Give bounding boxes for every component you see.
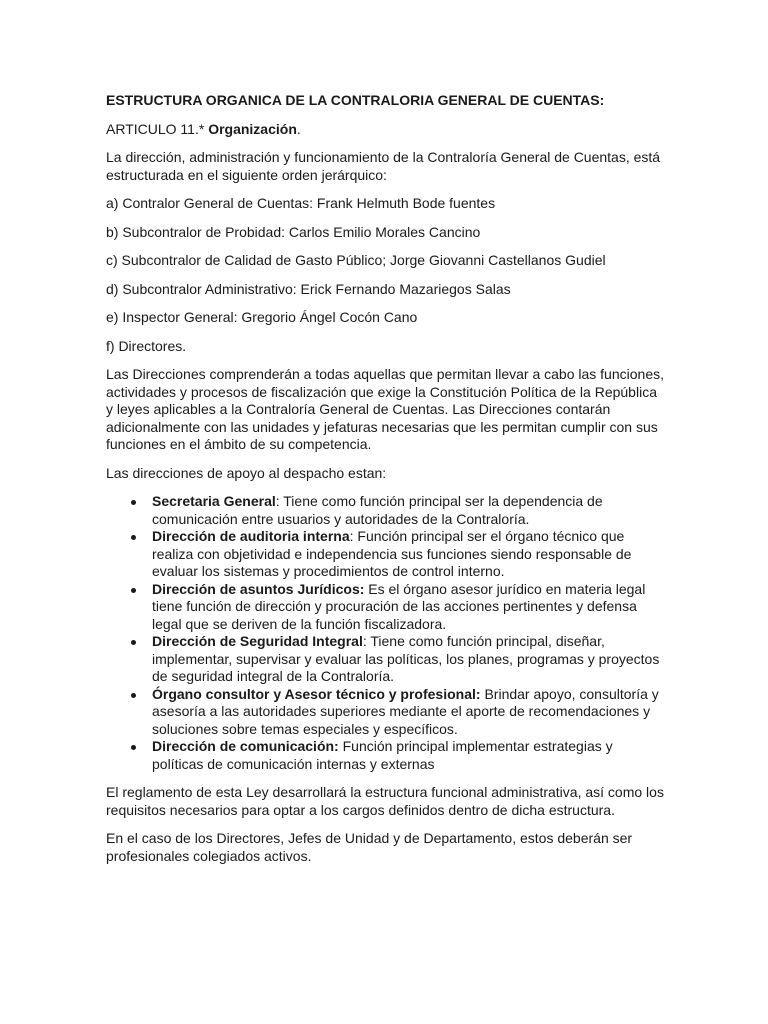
bullet-icon (131, 745, 136, 750)
hierarchy-item-e: e) Inspector General: Gregorio Ángel Cocón Cano (106, 309, 418, 325)
article-line (106, 121, 666, 139)
list-item-term: Dirección de comunicación: (152, 738, 339, 754)
list-item (106, 493, 666, 528)
list-item-term: Secretaria General (152, 493, 276, 509)
list-item-text: : Función principal ser el órgano técnico que realiza con objetividad e independencia sus funciones siendo responsable de evaluar los sistemas y procedimientos de control interno. (152, 528, 632, 579)
hierarchy-item-c: c) Subcontralor de Calidad de Gasto Público; Jorge Giovanni Castellanos Gudiel (106, 252, 606, 268)
hierarchy-item-b: b) Subcontralor de Probidad: Carlos Emilio Morales Cancino (106, 223, 481, 240)
list-item-text: Función principal implementar estrategias y políticas de comunicación internas y externas (152, 738, 613, 772)
document-heading: ESTRUCTURA ORGANICA DE LA CONTRALORIA GENERAL DE CUENTAS: (106, 92, 605, 108)
directors-paragraph: En el caso de los Directores, Jefes de Unidad y de Departamento, estos deberán ser profesionales colegiados activos. (106, 830, 633, 864)
list-item (106, 633, 666, 686)
list-item (106, 528, 666, 581)
bullet-icon (131, 588, 136, 593)
list-item (106, 738, 666, 773)
article-suffix: . (296, 120, 301, 137)
bullet-icon (131, 500, 136, 505)
directions-paragraph: Las Direcciones comprenderán a todas aquellas que permitan llevar a cabo las funciones, actividades y procesos de fiscalización que exige la Constitución Política de la República y leyes aplicables a la Contraloría General de Cuentas. Las Direcciones contarán adicionalmente con las unidades y jefaturas necesarias que les permitan cumplir con sus funciones en el ámbito de su competencia. (106, 366, 664, 452)
article-prefix: ARTICULO 11.* (106, 120, 209, 137)
list-item-text: Es el órgano asesor jurídico en materia legal tiene función de dirección y procuración de las acciones pertinentes y defensa legal que se deriven de la función fiscalizadora. (152, 580, 646, 632)
bullet-icon (131, 693, 136, 698)
support-directions-list (106, 493, 666, 773)
intro-paragraph: La dirección, administración y funcionamiento de la Contraloría General de Cuentas, está estructurada en el siguiente orden jerárquico: (106, 149, 661, 183)
regulation-paragraph: El reglamento de esta Ley desarrollará la estructura funcional administrativa, así como los requisitos necesarios para optar a los cargos definidos dentro de dicha estructura. (106, 784, 664, 818)
list-item-term: Órgano consultor y Asesor técnico y profesional: (152, 685, 481, 702)
list-item (106, 581, 666, 634)
hierarchy-item-d: d) Subcontralor Administrativo: Erick Fernando Mazariegos Salas (106, 280, 511, 297)
document-page (106, 92, 666, 876)
list-item-text: : Tiene como función principal ser la dependencia de comunicación entre usuarios y autoridades de la Contraloría. (152, 493, 603, 527)
list-item-term: Dirección de Seguridad Integral (152, 633, 363, 649)
list-item-term: Dirección de asuntos Jurídicos: (152, 580, 365, 597)
list-item-text: Brindar apoyo, consultoría y asesoría a las autoridades superiores mediante el aporte de recomendaciones y soluciones sobre temas especiales y específicos. (152, 685, 659, 737)
hierarchy-item-a: a) Contralor General de Cuentas: Frank Helmuth Bode fuentes (106, 195, 496, 211)
list-item-term: Dirección de auditoria interna (152, 528, 350, 544)
article-title: Organización (208, 120, 297, 137)
list-item (106, 686, 666, 739)
list-item-text: : Tiene como función principal, diseñar, implementar, supervisar y evaluar las políticas, los planes, programas y proyectos de seguridad integral de la Contraloría. (152, 633, 660, 684)
support-intro: Las direcciones de apoyo al despacho estan: (106, 464, 387, 481)
bullet-icon (131, 640, 136, 645)
hierarchy-item-f: f) Directores. (106, 337, 187, 354)
bullet-icon (131, 535, 136, 540)
